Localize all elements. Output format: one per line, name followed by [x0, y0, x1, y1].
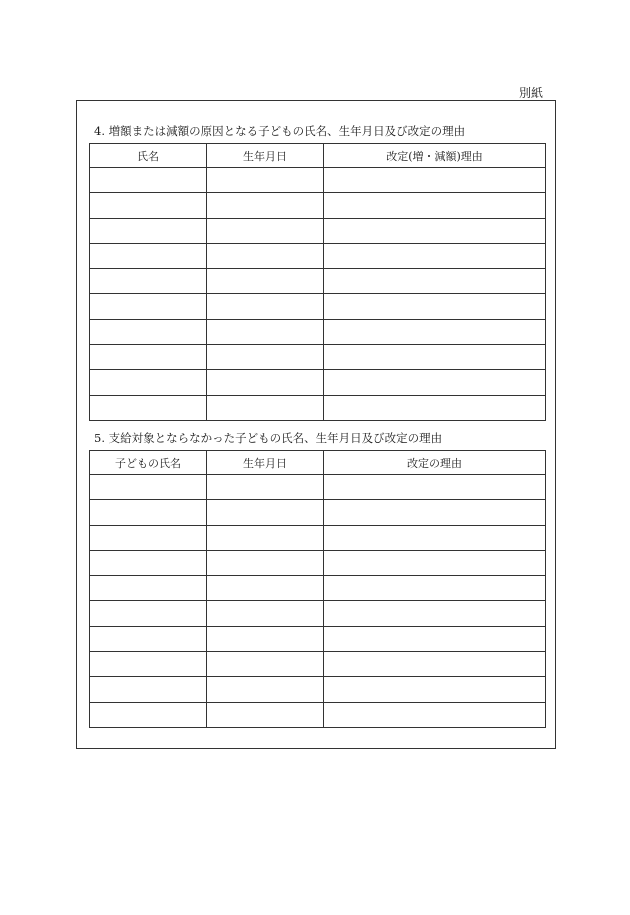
name-cell[interactable] — [90, 500, 207, 525]
reason-cell[interactable] — [324, 218, 546, 243]
birthdate-cell[interactable] — [207, 319, 324, 344]
header-name: 氏名 — [90, 144, 207, 168]
birthdate-cell[interactable] — [207, 294, 324, 319]
name-cell[interactable] — [90, 294, 207, 319]
name-cell[interactable] — [90, 370, 207, 395]
birthdate-cell[interactable] — [207, 702, 324, 727]
name-cell[interactable] — [90, 576, 207, 601]
table-row — [90, 550, 546, 575]
header-reason: 改定の理由 — [324, 451, 546, 475]
birthdate-cell[interactable] — [207, 525, 324, 550]
birthdate-cell[interactable] — [207, 576, 324, 601]
table-row — [90, 345, 546, 370]
table-row — [90, 168, 546, 193]
birthdate-cell[interactable] — [207, 168, 324, 193]
birthdate-cell[interactable] — [207, 345, 324, 370]
table-row — [90, 652, 546, 677]
birthdate-cell[interactable] — [207, 370, 324, 395]
section-4-body — [90, 168, 546, 421]
name-cell[interactable] — [90, 168, 207, 193]
reason-cell[interactable] — [324, 345, 546, 370]
reason-cell[interactable] — [324, 395, 546, 420]
header-birthdate: 生年月日 — [207, 451, 324, 475]
section-4-title: 4. 増額または減額の原因となる子どもの氏名、生年月日及び改定の理由 — [94, 124, 466, 138]
name-cell[interactable] — [90, 525, 207, 550]
name-cell[interactable] — [90, 243, 207, 268]
name-cell[interactable] — [90, 395, 207, 420]
table-header-row — [90, 144, 546, 168]
table-row — [90, 395, 546, 420]
table-row — [90, 193, 546, 218]
birthdate-cell[interactable] — [207, 193, 324, 218]
table-row — [90, 626, 546, 651]
table-row — [90, 702, 546, 727]
birthdate-cell[interactable] — [207, 652, 324, 677]
table-row — [90, 370, 546, 395]
reason-cell[interactable] — [324, 269, 546, 294]
birthdate-cell[interactable] — [207, 395, 324, 420]
name-cell[interactable] — [90, 319, 207, 344]
reason-cell[interactable] — [324, 475, 546, 500]
reason-cell[interactable] — [324, 294, 546, 319]
name-cell[interactable] — [90, 601, 207, 626]
name-cell[interactable] — [90, 677, 207, 702]
table-row — [90, 677, 546, 702]
reason-cell[interactable] — [324, 652, 546, 677]
table-row — [90, 319, 546, 344]
reason-cell[interactable] — [324, 370, 546, 395]
name-cell[interactable] — [90, 269, 207, 294]
name-cell[interactable] — [90, 652, 207, 677]
birthdate-cell[interactable] — [207, 243, 324, 268]
header-birthdate: 生年月日 — [207, 144, 324, 168]
birthdate-cell[interactable] — [207, 677, 324, 702]
name-cell[interactable] — [90, 702, 207, 727]
table-row — [90, 601, 546, 626]
reason-cell[interactable] — [324, 525, 546, 550]
table-row — [90, 269, 546, 294]
table-row — [90, 576, 546, 601]
table-row — [90, 525, 546, 550]
reason-cell[interactable] — [324, 319, 546, 344]
name-cell[interactable] — [90, 626, 207, 651]
birthdate-cell[interactable] — [207, 218, 324, 243]
reason-cell[interactable] — [324, 576, 546, 601]
reason-cell[interactable] — [324, 243, 546, 268]
reason-cell[interactable] — [324, 702, 546, 727]
birthdate-cell[interactable] — [207, 500, 324, 525]
reason-cell[interactable] — [324, 626, 546, 651]
birthdate-cell[interactable] — [207, 475, 324, 500]
reason-cell[interactable] — [324, 550, 546, 575]
table-row — [90, 294, 546, 319]
attachment-label: 別紙 — [519, 86, 544, 100]
name-cell[interactable] — [90, 193, 207, 218]
name-cell[interactable] — [90, 550, 207, 575]
section-5-title: 5. 支給対象とならなかった子どもの氏名、生年月日及び改定の理由 — [94, 431, 443, 445]
section-5-table — [89, 450, 546, 728]
birthdate-cell[interactable] — [207, 626, 324, 651]
birthdate-cell[interactable] — [207, 269, 324, 294]
reason-cell[interactable] — [324, 168, 546, 193]
reason-cell[interactable] — [324, 193, 546, 218]
header-reason: 改定(増・減額)理由 — [324, 144, 546, 168]
table-row — [90, 243, 546, 268]
section-5-body — [90, 475, 546, 728]
name-cell[interactable] — [90, 345, 207, 370]
table-row — [90, 475, 546, 500]
reason-cell[interactable] — [324, 601, 546, 626]
table-header-row — [90, 451, 546, 475]
name-cell[interactable] — [90, 218, 207, 243]
table-row — [90, 218, 546, 243]
name-cell[interactable] — [90, 475, 207, 500]
reason-cell[interactable] — [324, 677, 546, 702]
header-child-name: 子どもの氏名 — [90, 451, 207, 475]
birthdate-cell[interactable] — [207, 601, 324, 626]
section-4-table — [89, 143, 546, 421]
birthdate-cell[interactable] — [207, 550, 324, 575]
reason-cell[interactable] — [324, 500, 546, 525]
table-row — [90, 500, 546, 525]
